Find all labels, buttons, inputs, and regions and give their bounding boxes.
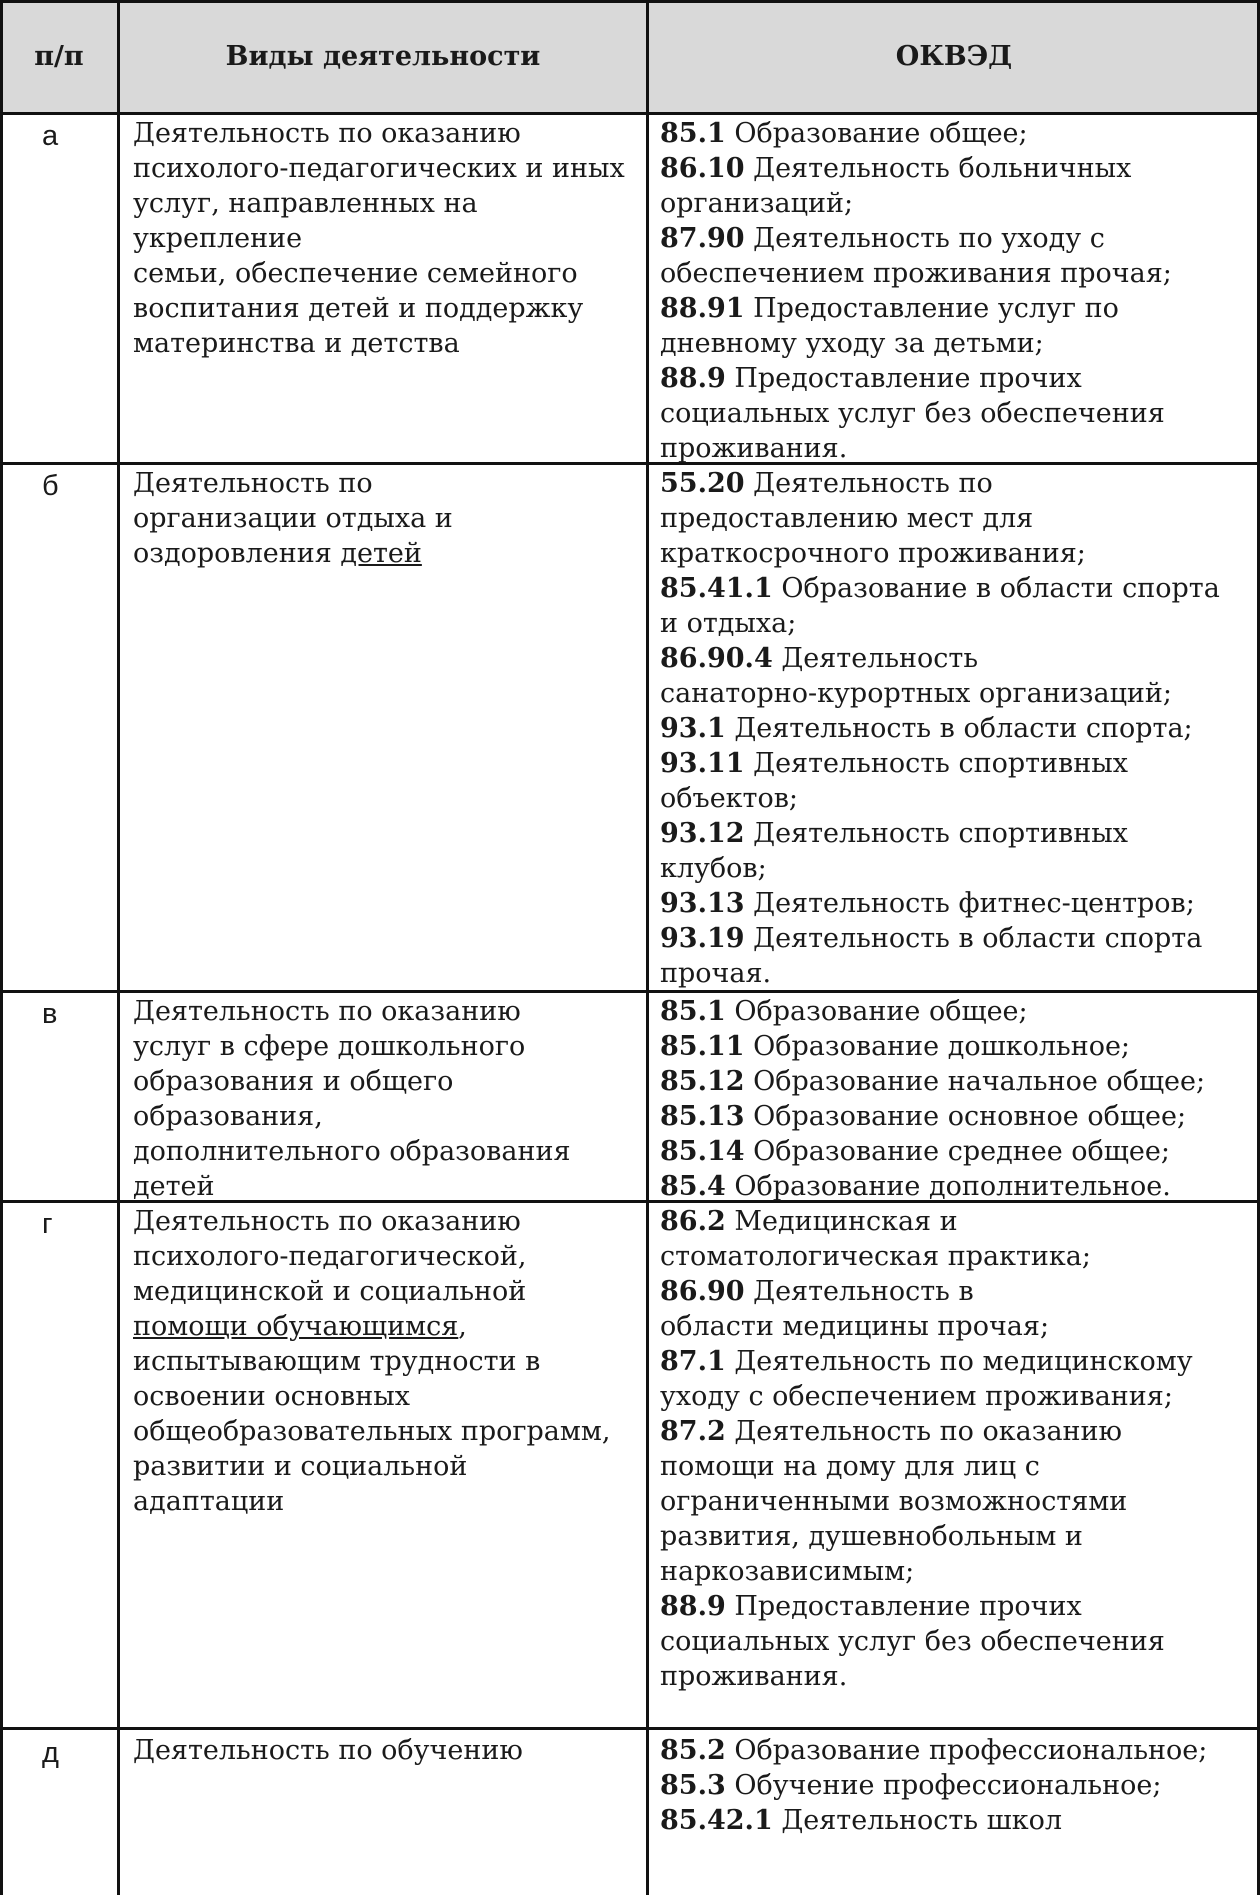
okved-cell [660, 1204, 1260, 1694]
okved-code: 87.1 [660, 1346, 726, 1377]
okved-code: 85.12 [660, 1066, 745, 1097]
okved-description: Деятельность фитнес-центров; [744, 888, 1195, 919]
okved-entry [660, 571, 1260, 641]
row-num: б [42, 470, 59, 502]
activity-text: Деятельность по организации отдыха и оздоровления [133, 468, 453, 569]
okved-description: Деятельность в области спорта; [725, 713, 1193, 744]
activity-cell: Деятельность по оказанию услуг в сфере дошкольного образования и общего образования, дополнительного образования детей [133, 996, 571, 1202]
header-activity: Виды деятельности [225, 41, 541, 72]
okved-description: Образование дошкольное; [744, 1031, 1131, 1062]
okved-description: Деятельность по медицинскому уходу с обеспечением проживания; [660, 1346, 1193, 1412]
okved-entry [660, 1274, 1260, 1344]
activity-cell: Деятельность по обучению [133, 1735, 523, 1766]
okved-cell [660, 994, 1260, 1204]
okved-code: 88.9 [660, 363, 726, 394]
okved-entry [660, 1169, 1260, 1204]
okved-description: Медицинская и стоматологическая практика; [660, 1206, 1091, 1272]
okved-code: 93.13 [660, 888, 745, 919]
activity-cell: Деятельность по оказанию психолого-педагогических и иных услуг, направленных на укрепление семьи, обеспечение семейного воспитания детей и поддержку материнства и детства [133, 118, 625, 359]
okved-description: Образование в области спорта и отдыха; [660, 573, 1220, 639]
okved-entry [660, 1768, 1260, 1803]
okved-entry [660, 291, 1260, 361]
okved-code: 93.11 [660, 748, 745, 779]
okved-description: Образование профессиональное; [725, 1735, 1208, 1766]
okved-code: 85.41.1 [660, 573, 773, 604]
okved-cell [660, 116, 1260, 466]
row-divider [0, 0, 1260, 3]
okved-code: 86.10 [660, 153, 745, 184]
okved-code: 86.90 [660, 1276, 745, 1307]
activity-cell [133, 1204, 648, 1519]
okved-description: Образование общее; [725, 118, 1028, 149]
okved-code: 86.2 [660, 1206, 726, 1237]
okved-code: 86.90.4 [660, 643, 773, 674]
okved-description: Образование начальное общее; [744, 1066, 1206, 1097]
activity-text: Деятельность по оказанию психолого-педагогической, медицинской и социальной [133, 1206, 527, 1307]
okved-code: 93.1 [660, 713, 726, 744]
okved-entry [660, 1134, 1260, 1169]
okved-code: 88.9 [660, 1591, 726, 1622]
row-num: а [42, 120, 59, 152]
okved-entry [660, 886, 1260, 921]
okved-code: 85.14 [660, 1136, 745, 1167]
okved-code: 85.42.1 [660, 1805, 773, 1836]
okved-entry [660, 1733, 1260, 1768]
okved-entry [660, 711, 1260, 746]
okved-description: Деятельность в области медицины прочая; [660, 1276, 1050, 1342]
okved-description: Деятельность спортивных клубов; [660, 818, 1128, 884]
okved-code: 85.2 [660, 1735, 726, 1766]
okved-code: 93.12 [660, 818, 745, 849]
activity-cell [133, 466, 648, 571]
okved-description: Деятельность санаторно-курортных организаций; [660, 643, 1173, 709]
okved-description: Деятельность в области спорта прочая. [660, 923, 1203, 989]
okved-entry [660, 221, 1260, 291]
okved-entry [660, 994, 1260, 1029]
okved-description: Деятельность спортивных объектов; [660, 748, 1128, 814]
okved-entry [660, 1204, 1260, 1274]
activity-underlined: детей [340, 538, 422, 569]
activity-underlined: помощи обучающимся [133, 1311, 459, 1342]
okved-description: Деятельность больничных организаций; [660, 153, 1132, 219]
okved-entry [660, 816, 1260, 886]
okved-description: Деятельность по уходу с обеспечением проживания прочая; [660, 223, 1172, 289]
okved-cell [660, 466, 1260, 991]
okved-description: Предоставление прочих социальных услуг без обеспечения проживания. [660, 363, 1165, 464]
okved-code: 87.2 [660, 1416, 726, 1447]
okved-entry [660, 1414, 1260, 1589]
okved-description: Предоставление прочих социальных услуг без обеспечения проживания. [660, 1591, 1165, 1692]
activity-text: , испытывающим трудности в освоении основных общеобразовательных программ, развитии и социальной адаптации [133, 1311, 611, 1517]
okved-description: Деятельность по предоставлению мест для краткосрочного проживания; [660, 468, 1086, 569]
okved-code: 85.1 [660, 996, 726, 1027]
table-border-left [0, 0, 3, 1895]
okved-code: 85.3 [660, 1770, 726, 1801]
row-divider [0, 112, 1260, 115]
row-num: в [42, 998, 58, 1030]
row-num: д [42, 1737, 59, 1769]
okved-description: Деятельность по оказанию помощи на дому для лиц с ограниченными возможностями развития, душевнобольным и наркозависимым; [660, 1416, 1128, 1587]
okved-description: Деятельность школ [772, 1805, 1063, 1836]
okved-code: 85.11 [660, 1031, 745, 1062]
okved-entry [660, 466, 1260, 571]
okved-description: Образование дополнительное. [725, 1171, 1171, 1202]
okved-entry [660, 1344, 1260, 1414]
header-num: п/п [34, 41, 84, 72]
okved-description: Обучение профессиональное; [725, 1770, 1162, 1801]
okved-entry [660, 116, 1260, 151]
column-divider [117, 0, 120, 1895]
header-okved: ОКВЭД [895, 41, 1013, 72]
okved-entry [660, 746, 1260, 816]
okved-code: 93.19 [660, 923, 745, 954]
okved-entry [660, 1029, 1260, 1064]
okved-entry [660, 921, 1260, 991]
okved-description: Образование общее; [725, 996, 1028, 1027]
okved-entry [660, 641, 1260, 711]
okved-code: 85.4 [660, 1171, 726, 1202]
okved-description: Образование основное общее; [744, 1101, 1187, 1132]
okved-code: 55.20 [660, 468, 745, 499]
okved-description: Предоставление услуг по дневному уходу за детьми; [660, 293, 1119, 359]
okved-code: 85.1 [660, 118, 726, 149]
row-divider [0, 1727, 1260, 1730]
okved-entry [660, 151, 1260, 221]
okved-entry [660, 361, 1260, 466]
okved-code: 88.91 [660, 293, 745, 324]
row-num: г [42, 1208, 53, 1240]
okved-cell [660, 1733, 1260, 1838]
okved-description: Образование среднее общее; [744, 1136, 1170, 1167]
okved-code: 85.13 [660, 1101, 745, 1132]
okved-entry [660, 1803, 1260, 1838]
okved-entry [660, 1099, 1260, 1134]
okved-entry [660, 1064, 1260, 1099]
okved-entry [660, 1589, 1260, 1694]
okved-code: 87.90 [660, 223, 745, 254]
